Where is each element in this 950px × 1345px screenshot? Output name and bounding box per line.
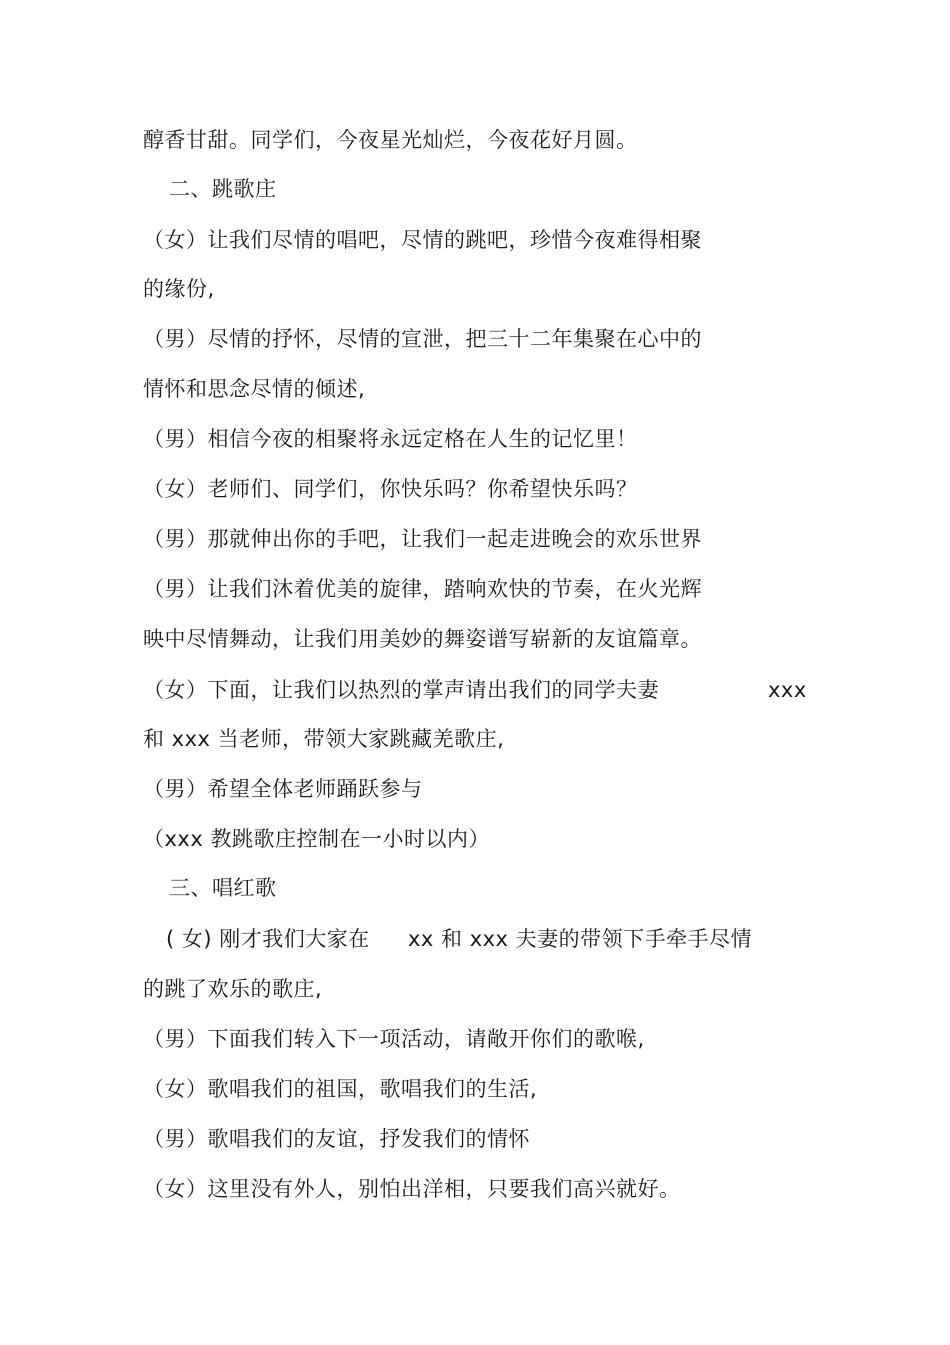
text-line: （女）这里没有外人，别怕出洋相，只要我们高兴就好。 — [143, 1177, 681, 1201]
text-line: 的跳了欢乐的歌庄, — [143, 977, 323, 1001]
text-line: 映中尽情舞动，让我们用美妙的舞姿谱写崭新的友谊篇章。 — [143, 627, 702, 651]
text-line: ( 女) 刚才我们大家在 — [166, 927, 370, 951]
text-line-fragment: xxx — [768, 678, 807, 702]
text-line: （男）下面我们转入下一项活动，请敞开你们的歌喉, — [143, 1027, 645, 1051]
text-line: （男）尽情的抒怀，尽情的宣泄，把三十二年集聚在心中的 — [143, 327, 702, 351]
text-line: （女）老师们、同学们，你快乐吗？你希望快乐吗？ — [143, 477, 638, 501]
text-line: （男）相信今夜的相聚将永远定格在人生的记忆里！ — [143, 427, 638, 451]
text-line: （女）歌唱我们的祖国，歌唱我们的生活, — [143, 1077, 538, 1101]
text-line: （女）下面，让我们以热烈的掌声请出我们的同学夫妻 — [143, 678, 659, 702]
section-heading: 三、唱红歌 — [169, 876, 277, 900]
section-heading: 二、跳歌庄 — [169, 177, 277, 201]
text-line: 醇香甘甜。同学们，今夜星光灿烂，今夜花好月圆。 — [143, 128, 638, 152]
text-line: 和 xxx 当老师，带领大家跳藏羌歌庄, — [143, 727, 505, 751]
text-line: 情怀和思念尽情的倾述, — [143, 377, 366, 401]
text-line: （xxx 教跳歌庄控制在一小时以内） — [143, 827, 490, 851]
text-line: （男）那就伸出你的手吧，让我们一起走进晚会的欢乐世界 — [143, 527, 702, 551]
text-line: （女）让我们尽情的唱吧，尽情的跳吧，珍惜今夜难得相聚 — [143, 228, 702, 252]
text-line: 的缘份, — [143, 277, 215, 301]
text-line-fragment: xx 和 xxx 夫妻的带领下手牵手尽情 — [408, 927, 753, 951]
text-line: （男）希望全体老师踊跃参与 — [143, 777, 423, 801]
text-line: （男）歌唱我们的友谊，抒发我们的情怀 — [143, 1127, 530, 1151]
text-line: （男）让我们沐着优美的旋律，踏响欢快的节奏，在火光辉 — [143, 577, 702, 601]
